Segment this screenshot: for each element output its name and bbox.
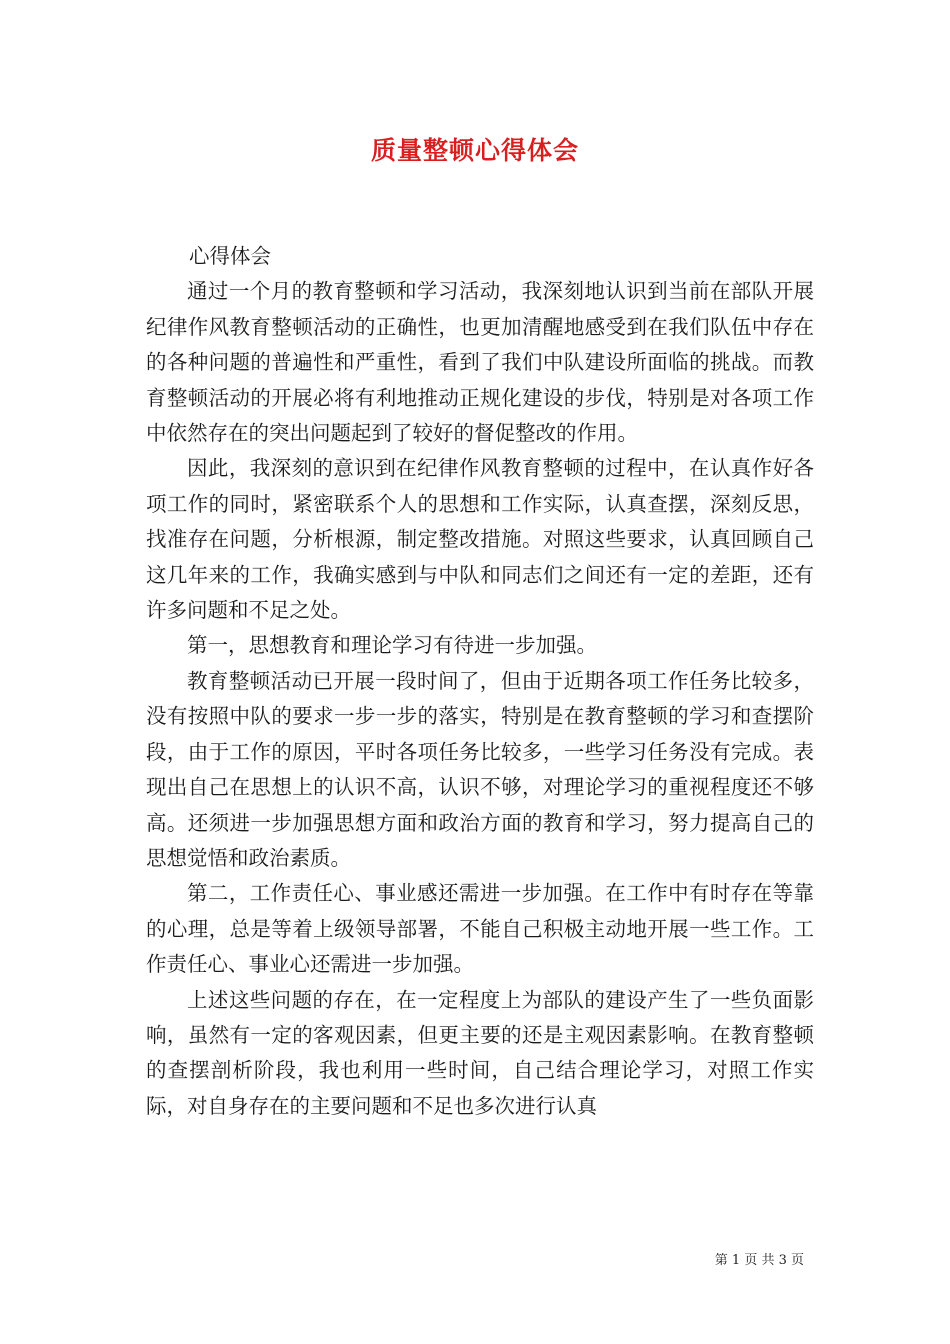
- page-number: 第 1 页 共 3 页: [714, 1253, 804, 1268]
- paragraph: 第二，工作责任心、事业感还需进一步加强。在工作中有时存在等靠的心理，总是等着上级领导部署，不能自己积极主动地开展一些工作。工作责任心、事业心还需进一步加强。: [146, 881, 814, 977]
- paragraph: 教育整顿活动已开展一段时间了，但由于近期各项工作任务比较多，没有按照中队的要求一步一步的落实，特别是在教育整顿的学习和查摆阶段，由于工作的原因，平时各项任务比较多，一些学习任务没有完成。表现出自己在思想上的认识不高，认识不够，对理论学习的重视程度还不够高。还须进一步加强思想方面和政治方面的教育和学习，努力提高自己的思想觉悟和政治素质。: [146, 668, 814, 870]
- paragraph-heading: 心得体会: [189, 244, 271, 268]
- paragraph: 第一，思想教育和理论学习有待进一步加强。: [187, 633, 597, 658]
- paragraph: 通过一个月的教育整顿和学习活动，我深刻地认识到当前在部队开展纪律作风教育整顿活动的正确性，也更加清醒地感受到在我们队伍中存在的各种问题的普遍性和严重性，看到了我们中队建设所面临的挑战。而教育整顿活动的开展必将有利地推动正规化建设的步伐，特别是对各项工作中依然存在的突出问题起到了较好的督促整改的作用。: [146, 279, 814, 446]
- paragraph: 上述这些问题的存在，在一定程度上为部队的建设产生了一些负面影响，虽然有一定的客观因素，但更主要的还是主观因素影响。在教育整顿的查摆剖析阶段，我也利用一些时间，自己结合理论学习，对照工作实际，对自身存在的主要问题和不足也多次进行认真: [146, 987, 814, 1118]
- document-body: [146, 239, 814, 1124]
- document-title: 质量整顿心得体会: [370, 136, 579, 165]
- paragraph: 因此，我深刻的意识到在纪律作风教育整顿的过程中，在认真作好各项工作的同时，紧密联系个人的思想和工作实际，认真查摆，深刻反思，找准存在问题，分析根源，制定整改措施。对照这些要求，认真回顾自己这几年来的工作，我确实感到与中队和同志们之间还有一定的差距，还有许多问题和不足之处。: [146, 456, 814, 623]
